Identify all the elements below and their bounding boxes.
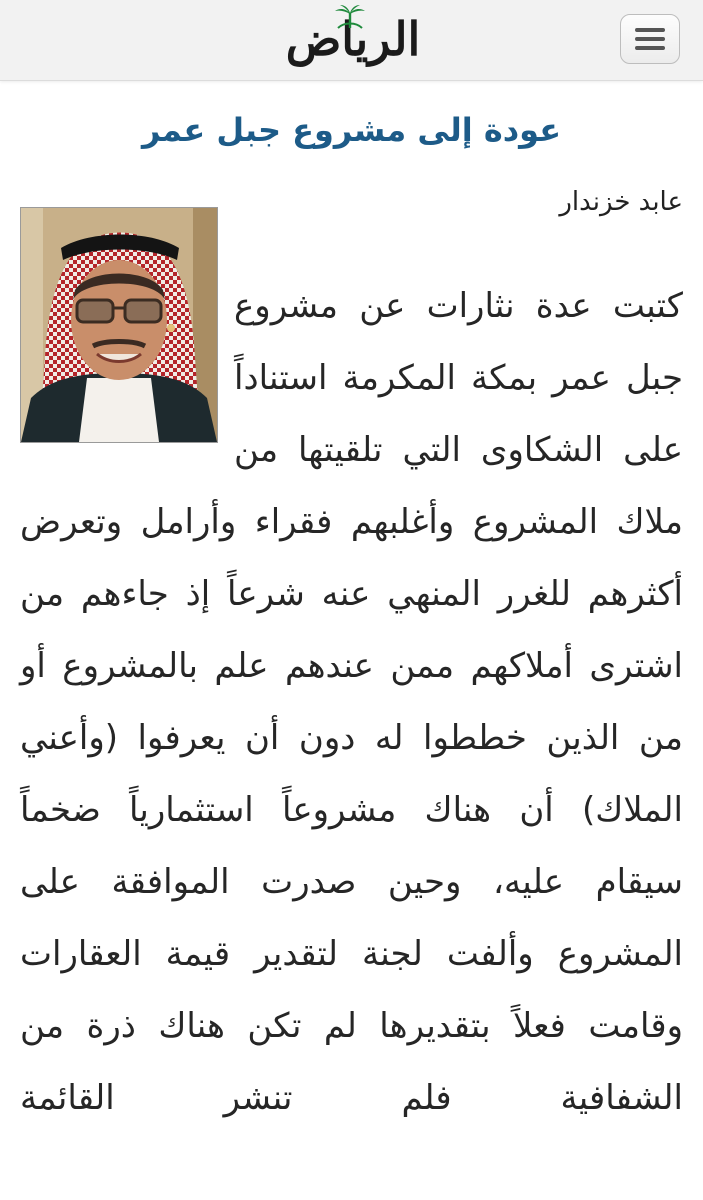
- logo-text: الرياض: [285, 12, 421, 66]
- author-name: عابد خزندار: [559, 187, 683, 217]
- article-title: عودة إلى مشروع جبل عمر: [141, 111, 562, 149]
- menu-button[interactable]: [620, 14, 680, 64]
- top-navigation-bar: [0, 0, 703, 81]
- site-logo[interactable]: [238, 6, 468, 72]
- article-body-text: كتبت عدة نثارات عن مشروع جبل عمر بمكة المكرمة استناداً على الشكاوى التي تلقيتها من ملاك المشروع وأغلبهم فقراء وأرامل وتعرض أكثرهم للغرر المنهي عنه شرعاً إذ جاءهم من اشترى أملاكهم ممن عندهم علم بالمشروع أو من الذين خططوا له دون أن يعرفوا (وأعني الملاك) أن هناك مشروعاً استثمارياً ضخماً سيقام عليه، وحين صدرت الموافقة على المشروع وألفت لجنة لتقدير قيمة العقارات وقامت فعلاً بتقديرها لم تكن هناك ذرة من الشفافية فلم تنشر القائمة: [20, 286, 683, 1118]
- hamburger-menu-icon: [635, 28, 665, 50]
- palm-swords-emblem-icon: [330, 4, 370, 30]
- photo-spacer: [20, 270, 234, 470]
- article-body: [20, 270, 683, 1134]
